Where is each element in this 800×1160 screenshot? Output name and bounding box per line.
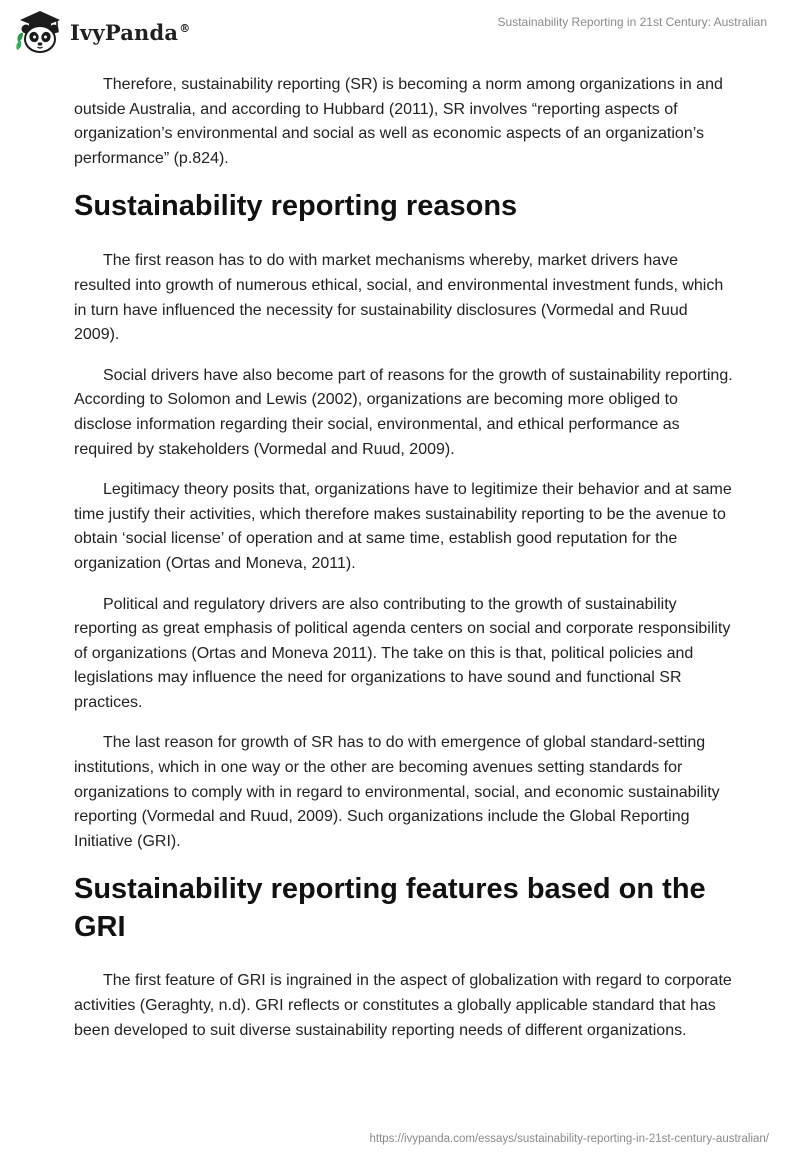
paragraph: The last reason for growth of SR has to do with emergence of global standard-setting institutions, which in one way or the other are becoming avenues setting standards for organizations to comply with in regard to environmental, social, and economic sustainability reporting (Vormedal and Ruud, 2009). Such organizations include the Global Reporting Initiative (GRI). [74, 734, 720, 850]
source-url-link[interactable]: https://ivypanda.com/essays/sustainability-reporting-in-21st-century-australian/ [369, 1133, 769, 1145]
section-heading-reasons: Sustainability reporting reasons [74, 190, 518, 223]
logo-wordmark [70, 20, 190, 45]
page-header [0, 0, 800, 64]
section-heading-gri-features: Sustainability reporting features based on the GRI [74, 873, 706, 944]
panda-graduate-icon [14, 8, 64, 54]
paragraph: The first feature of GRI is ingrained in the aspect of globalization with regard to corporate activities (Geraghty, n.d). GRI reflects or constitutes a globally applicable standard that has been developed to suit diverse sustainability reporting needs of different organizations. [74, 972, 732, 1039]
ivypanda-logo[interactable] [14, 8, 204, 54]
registered-mark: ® [179, 21, 191, 35]
paragraph: Political and regulatory drivers are also contributing to the growth of sustainability reporting as great emphasis of political agenda centers on social and corporate responsibility of organizations (Ortas and Moneva 2011). The take on this is that, political policies and legislations may influence the need for organizations to have sound and functional SR practices. [74, 595, 731, 711]
paragraph: The first reason has to do with market mechanisms whereby, market drivers have resulted into growth of numerous ethical, social, and environmental investment funds, which in turn have influenced the necessity for sustainability disclosures (Vormedal and Ruud 2009). [74, 252, 724, 344]
document-title: Sustainability Reporting in 21st Century: Australian [497, 15, 767, 29]
article-body [74, 73, 734, 1059]
intro-paragraph: Therefore, sustainability reporting (SR) is becoming a norm among organizations in and outside Australia, and according to Hubbard (2011), SR involves “reporting aspects of organization’s environmental and social as well as economic aspects of an organization’s performance” (p.824). [74, 76, 723, 167]
paragraph: Social drivers have also become part of reasons for the growth of sustainability reporting. According to Solomon and Lewis (2002), organizations are becoming more obliged to disclose information regarding their social, environmental, and ethical performance as required by stakeholders (Vormedal and Ruud, 2009). [74, 366, 733, 458]
logo-text: IvyPanda [70, 19, 179, 45]
paragraph: Legitimacy theory posits that, organizations have to legitimize their behavior and at same time justify their activities, which therefore makes sustainability reporting to be the avenue to obtain ‘social license’ of operation and at same time, establish good reputation for the organization (Ortas and Moneva, 2011). [74, 481, 732, 572]
